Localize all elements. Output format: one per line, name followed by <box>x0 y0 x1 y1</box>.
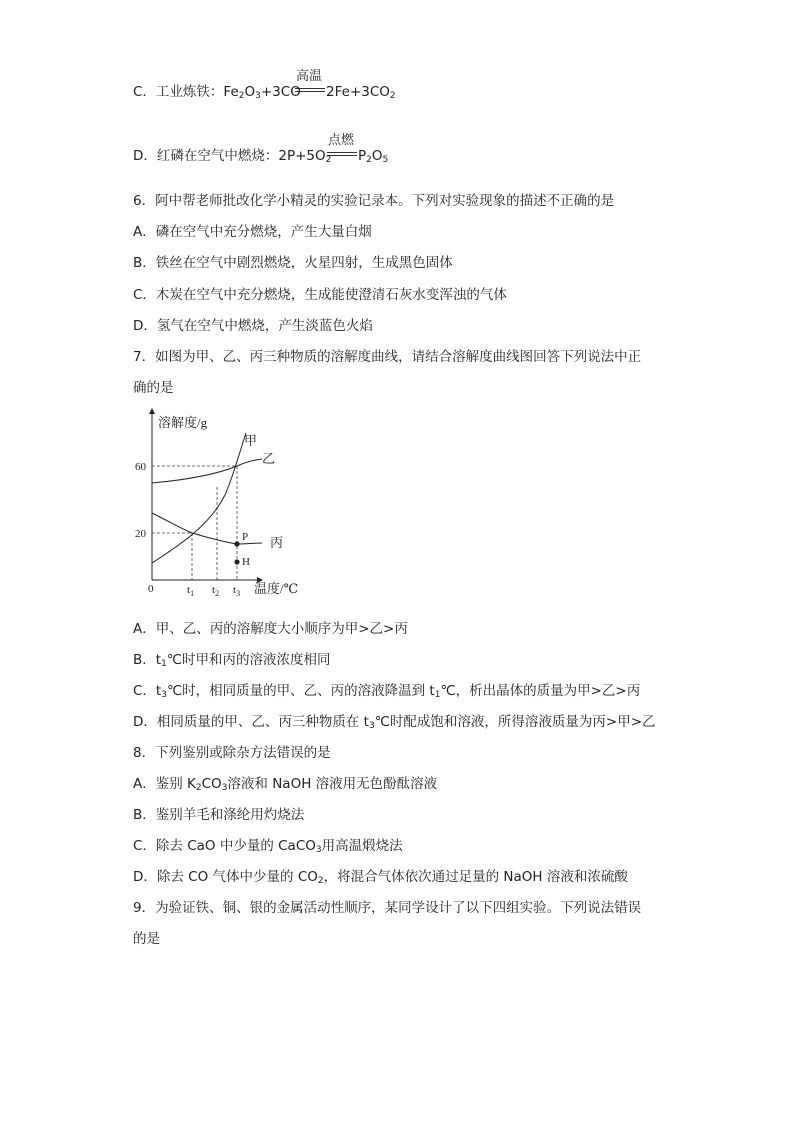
label-bing: 丙 <box>270 535 284 550</box>
point-h <box>234 559 239 564</box>
option-c-formula <box>133 82 301 106</box>
condition-ignite: 点燃 <box>328 133 355 148</box>
q9-stem-line2: 的是 <box>133 931 160 947</box>
q6-option-d: D．氢气在空气中燃烧，产生淡蓝色火焰 <box>133 318 373 334</box>
origin-label: 0 <box>148 583 154 595</box>
q7-option-b: B．$t_1℃$时甲和丙的溶液浓度相同 <box>133 652 331 669</box>
q6-option-b: B．铁丝在空气中剧烈燃烧，火星四射，生成黑色固体 <box>133 255 453 271</box>
point-p <box>234 541 239 546</box>
x-tick-t1: $t_1$ <box>187 584 195 598</box>
label-h: H <box>242 556 250 568</box>
x-tick-t2: $t_2$ <box>212 584 220 598</box>
q6-option-c: C．木炭在空气中充分燃烧，生成能使澄清石灰水变浑浊的气体 <box>133 287 507 303</box>
condition-high-temp: 高温 <box>296 69 323 84</box>
q8-option-c: C．除去 CaO 中少量的 CaCO$_3$用高温煅烧法 <box>133 838 403 855</box>
y-axis-label: 溶解度/g <box>158 415 208 430</box>
option-c-right: $2Fe+3CO_2$ <box>326 84 396 101</box>
label-jia: 甲 <box>244 433 258 448</box>
q7-option-d: D．相同质量的甲、乙、丙三种物质在 $t_3℃$时配成饱和溶液，所得溶液质量为丙>甲>乙 <box>133 714 656 731</box>
q7-stem-line2: 确的是 <box>133 380 174 396</box>
q7-option-c: C．$t_3℃$时，相同质量的甲、乙、丙的溶液降温到 $t_1℃$，析出晶体的质量为甲>乙>丙 <box>133 683 641 700</box>
q7-option-a: A．甲、乙、丙的溶解度大小顺序为甲>乙>丙 <box>133 621 408 637</box>
equals-bar-c <box>295 88 325 92</box>
curve-yi <box>152 459 262 483</box>
equals-bar-d <box>327 152 357 156</box>
q8-stem: 8．下列鉴别或除杂方法错误的是 <box>133 745 331 761</box>
q8-option-d: D．除去 CO 气体中少量的 $CO_2$，将混合气体依次通过足量的 NaOH 溶液和浓硫酸 <box>133 869 628 886</box>
q6-stem: 6．阿中帮老师批改化学小精灵的实验记录本。下列对实验现象的描述不正确的是 <box>133 193 615 209</box>
q8-option-a: A．鉴别 $K_2CO_3$溶液和 NaOH 溶液用无色酚酞溶液 <box>133 776 438 793</box>
y-tick-60: 60 <box>135 461 146 473</box>
option-d-formula: D．红磷在空气中燃烧：$2P+5O_2$ <box>133 148 332 165</box>
q6-option-a: A．磷在空气中充分燃烧，产生大量白烟 <box>133 224 372 240</box>
solubility-chart <box>130 405 300 605</box>
q7-stem-line1: 7．如图为甲、乙、丙三种物质的溶解度曲线，请结合溶解度曲线图回答下列说法中正 <box>133 349 642 365</box>
label-yi: 乙 <box>262 451 276 466</box>
option-d-right: $P_2O_5$ <box>358 148 389 165</box>
q9-stem-line1: 9．为验证铁、铜、银的金属活动性顺序，某同学设计了以下四组实验。下列说法错误 <box>133 900 642 916</box>
x-axis-label: 温度/℃ <box>254 581 299 596</box>
label-p: P <box>242 531 249 543</box>
option-c-left: C．工业炼铁：$Fe_2O_3+3CO$ <box>133 84 301 101</box>
q8-option-b: B．鉴别羊毛和涤纶用灼烧法 <box>133 807 305 823</box>
y-tick-20: 20 <box>135 528 146 540</box>
x-tick-t3: $t_3$ <box>233 584 241 598</box>
